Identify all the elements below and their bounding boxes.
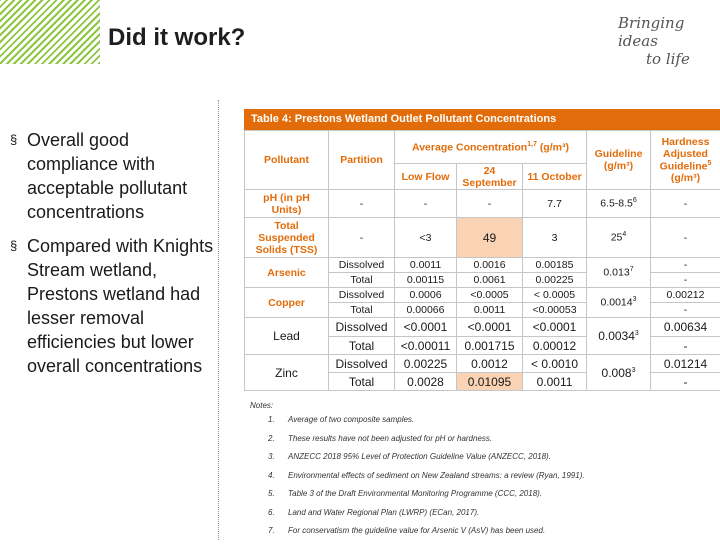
bullet-marker-icon: §	[10, 234, 17, 258]
header-partition: Partition	[329, 131, 395, 190]
table-row: Total 0.00115 0.0061 0.00225 -	[245, 273, 720, 288]
note-item: 5. Table 3 of the Draft Environmental Monitoring Programme (CCC, 2018).	[250, 489, 710, 508]
note-item: 1. Average of two composite samples.	[250, 415, 710, 434]
note-item: 6. Land and Water Regional Plan (LWRP) (ECan, 2017).	[250, 508, 710, 527]
bullet-text: Overall good compliance with acceptable pollutant concentrations	[27, 130, 187, 222]
table-row: Arsenic Dissolved 0.0011 0.0016 0.00185 0.013$^7$ -	[245, 258, 720, 273]
table-header-row	[245, 131, 720, 164]
logo-line-2: to life	[618, 50, 714, 68]
header-low-flow: Low Flow	[395, 164, 457, 190]
decorative-stripes	[0, 0, 100, 64]
bullet-text: Compared with Knights Stream wetland, Prestons wetland had lesser removal efficiencies but lower overall concentrations	[27, 236, 213, 376]
bullet-list	[10, 128, 215, 388]
bullet-marker-icon: §	[10, 128, 17, 152]
table-caption: Table 4: Prestons Wetland Outlet Pollutant Concentrations	[244, 109, 720, 130]
table-image	[244, 109, 720, 540]
bullet-item	[10, 234, 215, 378]
header-sep: 24 September	[457, 164, 523, 190]
table-row: Total 0.00066 0.0011 <0.00053 -	[245, 303, 720, 318]
table-notes	[250, 401, 710, 545]
notes-heading: Notes:	[250, 401, 710, 410]
table-row: Total Suspended Solids (TSS) - <3 49 3 $25^4$ -	[245, 218, 720, 258]
header-avg-conc: Average Concentration$^{1,7}$ (g/m³)	[395, 131, 587, 164]
highlight-cell: 49	[457, 218, 523, 258]
concentration-table	[244, 130, 720, 391]
bullet-item	[10, 128, 215, 224]
logo	[618, 14, 714, 58]
note-item: 4. Environmental effects of sediment on New Zealand streams: a review (Ryan, 1991).	[250, 471, 710, 490]
logo-line-1: Bringing ideas	[618, 14, 684, 50]
header-pollutant: Pollutant	[245, 131, 329, 190]
table-row: Lead Dissolved <0.0001 <0.0001 <0.0001 0.0034$^3$ 0.00634	[245, 318, 720, 337]
highlight-cell: 0.01095	[457, 373, 523, 391]
note-item: 3. ANZECC 2018 95% Level of Protection Guideline Value (ANZECC, 2018).	[250, 452, 710, 471]
divider	[218, 100, 220, 540]
table-row: Zinc Dissolved 0.00225 0.0012 < 0.0010 0.008$^3$ 0.01214	[245, 355, 720, 373]
table-row: Copper Dissolved 0.0006 <0.0005 < 0.0005 0.0014$^3$ 0.00212	[245, 288, 720, 303]
table-row: Total 0.0028 0.01095 0.0011 -	[245, 373, 720, 391]
header-oct: 11 October	[523, 164, 587, 190]
table-row: pH (in pH Units) - - - 7.7 $6.5-8.5^6$ -	[245, 190, 720, 218]
slide-title: Did it work?	[108, 24, 245, 52]
header-hardness: Hardness Adjusted Guideline$^5$ (g/m³)	[651, 131, 720, 190]
note-item: 2. These results have not been adjusted for pH or hardness.	[250, 434, 710, 453]
header-guideline: Guideline (g/m³)	[587, 131, 651, 190]
note-item: 7. For conservatism the guideline value for Arsenic V (AsV) has been used.	[250, 526, 710, 545]
table-row: Total <0.00011 0.001715 0.00012 -	[245, 337, 720, 355]
